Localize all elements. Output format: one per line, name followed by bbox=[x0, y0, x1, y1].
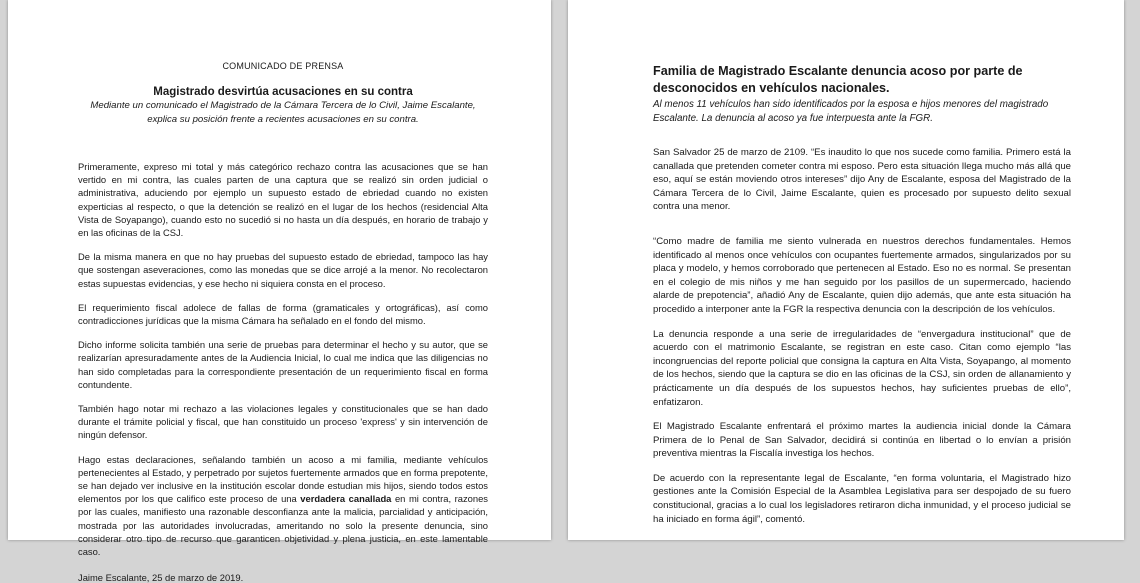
document-page-left bbox=[8, 0, 551, 583]
right-article-title: Familia de Magistrado Escalante denuncia acoso por parte de desconocidos en vehículos nacionales. bbox=[653, 64, 1023, 95]
right-paragraph: El Magistrado Escalante enfrentará el próximo martes la audiencia inicial donde la Cámara Primera de lo Penal de San Salvador, decidirá si continúa en libertad o lo envían a prisión preventiva mientras la Fiscalía investiga los hechos. bbox=[653, 421, 1071, 460]
left-paragraph: Dicho informe solicita también una serie de pruebas para determinar el hecho y su autor, que se realizarían apresuradamente antes de la Audiencia Inicial, lo cual me indica que las diligencias no han sido completadas para la correspondiente presentación de un requerimiento fiscal en forma contundente. bbox=[78, 339, 488, 390]
right-paragraph: “Como madre de familia me siento vulnerada en nuestros derechos fundamentales. Hemos identificado al menos once vehículos con ocupantes fuertemente armados, singularizados por su placa y modelo, y hemos corroborado que pertenecen al Estado. Eso no es normal. Se presentan en el colegio de mis niños y me han seguido por los pasillos de un supermercado, haciendo alarde de prepotencia”, añadió Any de Escalante, quien dijo además, que ante esta situación ha procedido a interponer ante la FGR la respectiva denuncia con la descripción de los vehículos. bbox=[653, 235, 1071, 315]
left-paragraph-bold-text: verdadera canallada bbox=[300, 493, 392, 505]
left-paragraph: También hago notar mi rechazo a las violaciones legales y constitucionales que se han dado durante el trámite policial y fiscal, que han constituido un proceso 'express' y sin intervención de ningún defensor. bbox=[78, 403, 488, 441]
left-paragraph-text: Hago estas declaraciones, señalando también un acoso a mi familia, mediante vehículos pertenecientes al Estado, y perpetrado por sujetos fuertemente armados que en forma prepotente, se han dejado ver inclusive en la institución escolar donde estudian mis hijos, siendo todos estos elementos por los que califico este proceso de una bbox=[78, 453, 488, 505]
right-article-subtitle: Al menos 11 vehículos han sido identificados por la esposa e hijos menores del magistrado Escalante. La denuncia al acoso ya fue interpuesta ante la FGR. bbox=[653, 99, 1049, 124]
left-paragraph-last bbox=[78, 453, 488, 559]
right-paragraph: San Salvador 25 de marzo de 2109. “Es inaudito lo que nos sucede como familia. Primero está la canallada que pretenden cometer contra mi esposo. Pero esta situación llega mucho más allá que eso, aquí se están moviendo otros intereses” dijo Any de Escalante, esposa del Magistrado de la Cámara Tercera de lo Civil, Jaime Escalante, quien es procesado por supuesto delito sexual contra una menor. bbox=[653, 147, 1071, 213]
left-article-subtitle: Mediante un comunicado el Magistrado de la Cámara Tercera de lo Civil, Jaime Escalante, explica su posición frente a recientes acusaciones en su contra. bbox=[90, 100, 476, 125]
left-paragraph: Primeramente, expreso mi total y más categórico rechazo contra las acusaciones que se han vertido en mi contra, las cuales parten de una captura que se realizó sin orden judicial o administrativa, aduciendo por ejemplo un supuesto estado de ebriedad cuando no existen experticias al respecto, o que la detención se realizó en el lugar de los hechos (residencial Alta Vista de Soyapango), cuando esto no sucedió si no hasta un día después, en horario de trabajo y en las oficinas de la CSJ. bbox=[78, 161, 488, 239]
left-paragraph: De la misma manera en que no hay pruebas del supuesto estado de ebriedad, tampoco las hay que sostengan aseveraciones, como las monedas que se dice arrojé a la menor. No recolectaron estas supuestas evidencias, y ese hecho ni siquiera consta en el proceso. bbox=[78, 251, 488, 289]
left-article-title: Magistrado desvirtúa acusaciones en su contra bbox=[153, 86, 413, 98]
left-paragraph: El requerimiento fiscal adolece de fallas de forma (gramaticales y ortográficas), así como contradicciones jurídicas que la misma Cámara ha señalado en el fondo del mismo. bbox=[78, 301, 488, 327]
right-paragraph: La denuncia responde a una serie de irregularidades de “envergadura institucional” que de acuerdo con el matrimonio Escalante, se registran en este caso. Citan como ejemplo “las incongruencias del reporte policial que consigna la captura en Alta Vista, Soyapango, al momento de los hechos, siendo que la captura se dio en las oficinas de la CSJ, sin orden de allanamiento y prácticamente un día después de los supuestos hechos, hay suficientes pruebas de ello”, enfatizaron. bbox=[653, 328, 1071, 408]
document-page-right bbox=[568, 0, 1124, 540]
press-release-heading: COMUNICADO DE PRENSA bbox=[222, 61, 344, 71]
right-paragraph: De acuerdo con la representante legal de Escalante, “en forma voluntaria, el Magistrado hizo gestiones ante la Comisión Especial de la Asamblea Legislativa para ser despojado de su fuero constitucional, gracias a lo cual los legisladores retiraron dicha inmunidad, y el proceso judicial se ha iniciado en forma ágil”, comentó. bbox=[653, 472, 1071, 525]
signature-line: Jaime Escalante, 25 de marzo de 2019. bbox=[78, 572, 244, 583]
left-paragraph-text: en mi contra, razones por las cuales, manifiesto una razonable desconfianza ante la malicia, parcialidad y anticipación, mostrada por las autoridades involucradas, ameritando no solo la presente denuncia, sino considerar otro tipo de recurso que garanticen objetividad y plena justicia, en este lamentable caso. bbox=[78, 493, 488, 558]
